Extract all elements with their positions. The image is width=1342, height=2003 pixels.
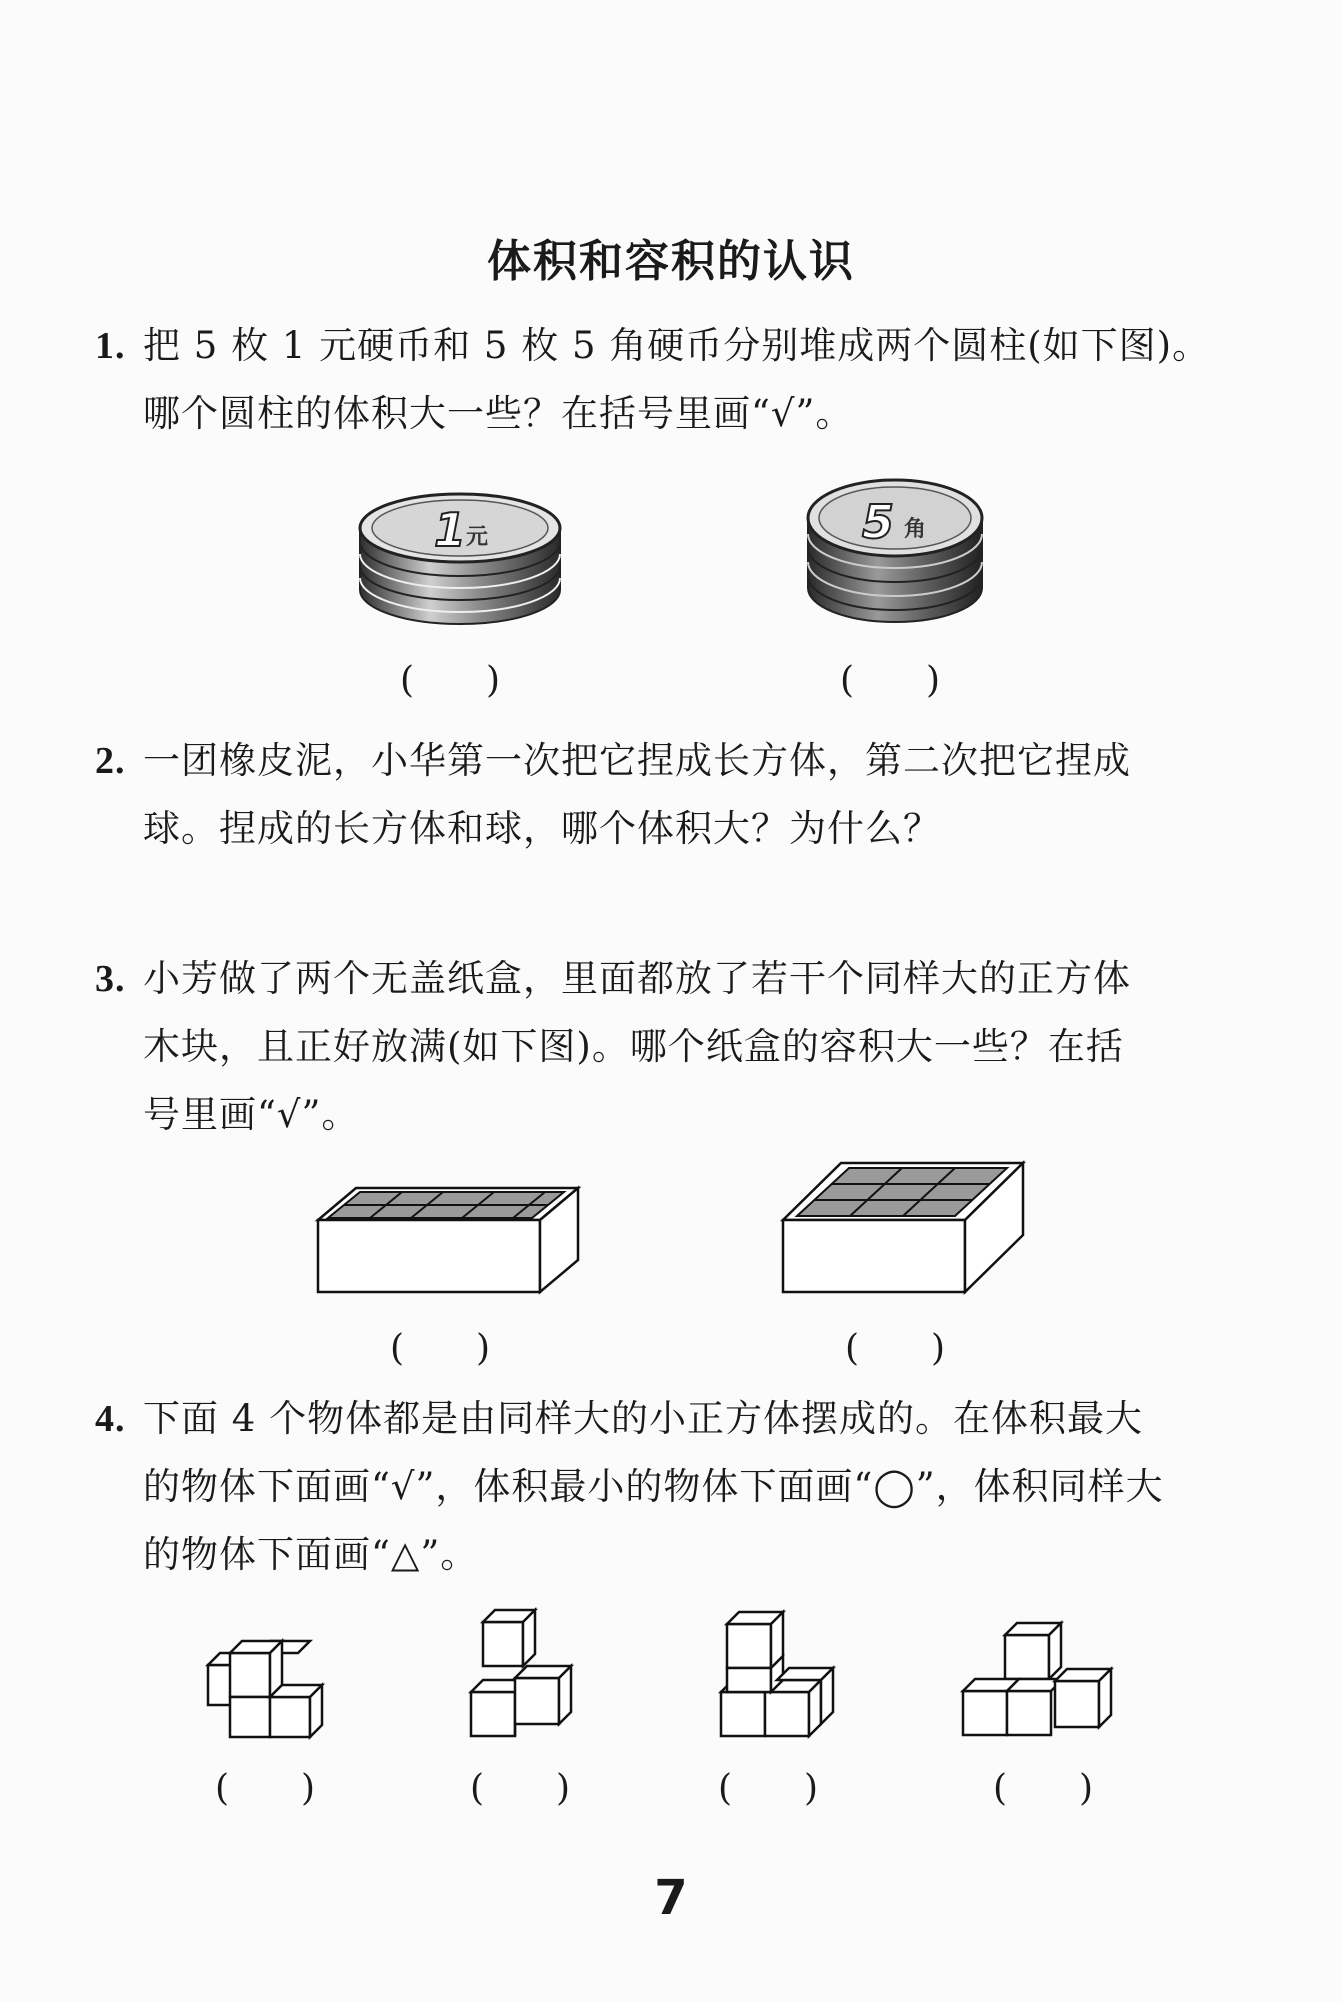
coin-label-digit: 1 (434, 503, 467, 557)
question-3 (95, 945, 1210, 1149)
page-title: 体积和容积的认识 (487, 236, 855, 287)
question-text-line: 下面 4 个物体都是由同样大的小正方体摆成的。在体积最大 (143, 1397, 1144, 1440)
question-number: 4. (95, 1398, 126, 1440)
question-text-line: 小芳做了两个无盖纸盒，里面都放了若干个同样大的正方体 (143, 957, 1131, 1000)
answer-blank[interactable]: ( ) (840, 660, 941, 701)
cube-figure-a (200, 1625, 350, 1745)
question-1 (95, 312, 1210, 448)
coin-label-digit: 5 (862, 495, 895, 549)
question-2 (95, 727, 1210, 863)
question-text-line: 号里画“√”。 (143, 1093, 360, 1136)
question-text-line: 球。捏成的长方体和球，哪个体积大？为什么？ (143, 807, 941, 850)
question-text-line: 把 5 枚 1 元硬币和 5 枚 5 角硬币分别堆成两个圆柱(如下图)。 (143, 324, 1211, 367)
answer-blank[interactable]: ( ) (845, 1328, 946, 1369)
page-number: 7 (654, 1870, 688, 1926)
answer-blank[interactable]: ( ) (390, 1328, 491, 1369)
cube-figure-b (463, 1600, 603, 1745)
answer-blank[interactable]: ( ) (470, 1768, 571, 1809)
question-text-line: 的物体下面画“△”。 (143, 1533, 479, 1576)
question-number: 1. (95, 325, 126, 367)
box-2x4-figure (310, 1180, 590, 1300)
question-number: 3. (95, 958, 126, 1000)
one-yuan-coin-stack (350, 470, 590, 630)
answer-blank[interactable]: ( ) (993, 1768, 1094, 1809)
question-text-line: 的物体下面画“√”，体积最小的物体下面画“◯”，体积同样大 (143, 1465, 1164, 1508)
question-text-line: 哪个圆柱的体积大一些？在括号里画“√”。 (143, 392, 854, 435)
question-4 (95, 1385, 1210, 1589)
question-text-line: 一团橡皮泥，小华第一次把它捏成长方体，第二次把它捏成 (143, 739, 1131, 782)
coin-label-unit: 角 (904, 517, 927, 542)
answer-blank[interactable]: ( ) (400, 660, 501, 701)
answer-blank[interactable]: ( ) (215, 1768, 316, 1809)
coin-label-unit: 元 (466, 525, 489, 550)
question-text-line: 木块，且正好放满(如下图)。哪个纸盒的容积大一些？在括 (143, 1025, 1124, 1068)
cube-figure-c (713, 1600, 853, 1745)
box-3x3-figure (775, 1155, 1035, 1300)
cube-figure-d (955, 1605, 1145, 1745)
five-jiao-coin-stack (800, 460, 1010, 630)
question-number: 2. (95, 740, 126, 782)
answer-blank[interactable]: ( ) (718, 1768, 819, 1809)
